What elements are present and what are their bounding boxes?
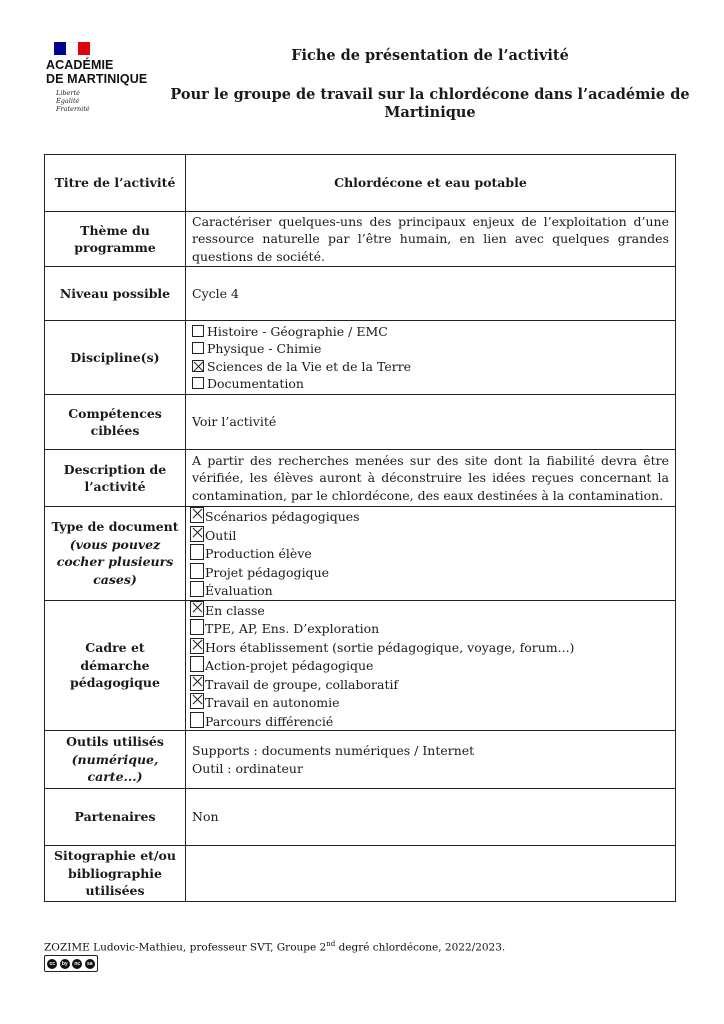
activity-table: [44, 154, 676, 902]
checked-checkbox-icon: [190, 507, 204, 523]
checkbox-scenarios[interactable]: Scénarios pédagogiques: [190, 507, 669, 526]
checkbox-production-eleve[interactable]: Production élève: [190, 544, 669, 563]
label-outils: Outils utilisés (numérique, carte...): [45, 731, 186, 789]
checkbox-physique-chimie[interactable]: Physique - Chimie: [192, 340, 669, 358]
checkbox-tpe[interactable]: TPE, AP, Ens. D’exploration: [190, 619, 669, 638]
checkbox-projet-pedagogique[interactable]: Projet pédagogique: [190, 563, 669, 582]
checkbox-histoire-geographie[interactable]: Histoire - Géographie / EMC: [192, 323, 669, 341]
checkbox-hors-etablissement[interactable]: Hors établissement (sortie pédagogique, voyage, forum...): [190, 638, 669, 657]
label-type-document: Type de document (vous pouvez cocher plusieurs cases): [45, 507, 186, 601]
document-subtitle: Pour le groupe de travail sur la chlordécone dans l’académie de Martinique: [170, 86, 690, 121]
checkbox-parcours-differencie[interactable]: Parcours différencié: [190, 712, 669, 731]
nc-icon: nc: [72, 959, 82, 969]
label-titre: Titre de l’activité: [45, 155, 186, 212]
label-discipline: Discipline(s): [45, 321, 186, 395]
checkbox-icon: [190, 619, 204, 635]
checked-checkbox-icon: [190, 675, 204, 691]
label-cadre: Cadre et démarche pédagogique: [45, 600, 186, 731]
document-title: Fiche de présentation de l’activité: [291, 47, 569, 64]
row-partenaires: [45, 789, 676, 846]
type-document-checklist: [186, 507, 676, 601]
checked-checkbox-icon: [190, 693, 204, 709]
value-description: A partir des recherches menées sur des site dont la fiabilité devra être vérifiée, les élèves auront à déconstruire les idées reçues concernant la contamination, par le chlordécone, des eaux destinées à la contamination.: [186, 450, 676, 507]
french-flag-icon: [54, 42, 90, 55]
label-competences: Compétences ciblées: [45, 395, 186, 450]
row-titre: [45, 155, 676, 212]
value-theme: Caractériser quelques-uns des principaux enjeux de l’exploitation d’une ressource naturelle par l’être humain, en lien avec quelques grandes questions de société.: [186, 212, 676, 267]
value-sitographie: [186, 846, 676, 902]
row-competences: [45, 395, 676, 450]
checkbox-documentation[interactable]: Documentation: [192, 375, 669, 393]
value-niveau: Cycle 4: [186, 267, 676, 321]
checkbox-icon: [192, 377, 204, 389]
label-description: Description de l’activité: [45, 450, 186, 507]
checkbox-travail-groupe[interactable]: Travail de groupe, collaboratif: [190, 675, 669, 694]
row-type-document: [45, 507, 676, 601]
sa-icon: sa: [85, 959, 95, 969]
checkbox-svt[interactable]: Sciences de la Vie et de la Terre: [192, 358, 669, 376]
checkbox-evaluation[interactable]: Évaluation: [190, 581, 669, 600]
checkbox-icon: [190, 544, 204, 560]
row-sitographie: [45, 846, 676, 902]
by-icon: by: [60, 959, 70, 969]
checkbox-icon: [192, 342, 204, 354]
checked-checkbox-icon: [190, 638, 204, 654]
checkbox-travail-autonomie[interactable]: Travail en autonomie: [190, 693, 669, 712]
value-partenaires: Non: [186, 789, 676, 846]
row-niveau: [45, 267, 676, 321]
row-discipline: [45, 321, 676, 395]
checked-checkbox-icon: [192, 360, 204, 372]
checked-checkbox-icon: [190, 601, 204, 617]
label-niveau: Niveau possible: [45, 267, 186, 321]
academie-logo: [46, 42, 168, 113]
cadre-checklist: [186, 600, 676, 731]
checkbox-outil[interactable]: Outil: [190, 526, 669, 545]
footer-credit: ZOZIME Ludovic-Mathieu, professeur SVT, Groupe 2nd degré chlordécone, 2022/2023.: [44, 940, 506, 954]
label-partenaires: Partenaires: [45, 789, 186, 846]
creative-commons-license-badge: [44, 955, 98, 972]
checked-checkbox-icon: [190, 526, 204, 542]
row-theme: [45, 212, 676, 267]
checkbox-icon: [190, 581, 204, 597]
row-outils: [45, 731, 676, 789]
checkbox-action-projet[interactable]: Action-projet pédagogique: [190, 656, 669, 675]
checkbox-en-classe[interactable]: En classe: [190, 601, 669, 620]
discipline-checklist: [186, 321, 676, 395]
republic-motto: Liberté Égalité Fraternité: [56, 89, 90, 113]
label-sitographie: Sitographie et/ou bibliographie utilisées: [45, 846, 186, 902]
value-titre: Chlordécone et eau potable: [186, 155, 676, 212]
checkbox-icon: [190, 656, 204, 672]
academie-name: ACADÉMIE DE MARTINIQUE: [46, 58, 148, 86]
row-cadre: [45, 600, 676, 731]
checkbox-icon: [192, 325, 204, 337]
label-theme: Thème du programme: [45, 212, 186, 267]
cc-icon: cc: [47, 959, 57, 969]
row-description: [45, 450, 676, 507]
value-competences: Voir l’activité: [186, 395, 676, 450]
value-outils: Supports : documents numériques / Internet Outil : ordinateur: [186, 731, 676, 789]
checkbox-icon: [190, 712, 204, 728]
checkbox-icon: [190, 563, 204, 579]
